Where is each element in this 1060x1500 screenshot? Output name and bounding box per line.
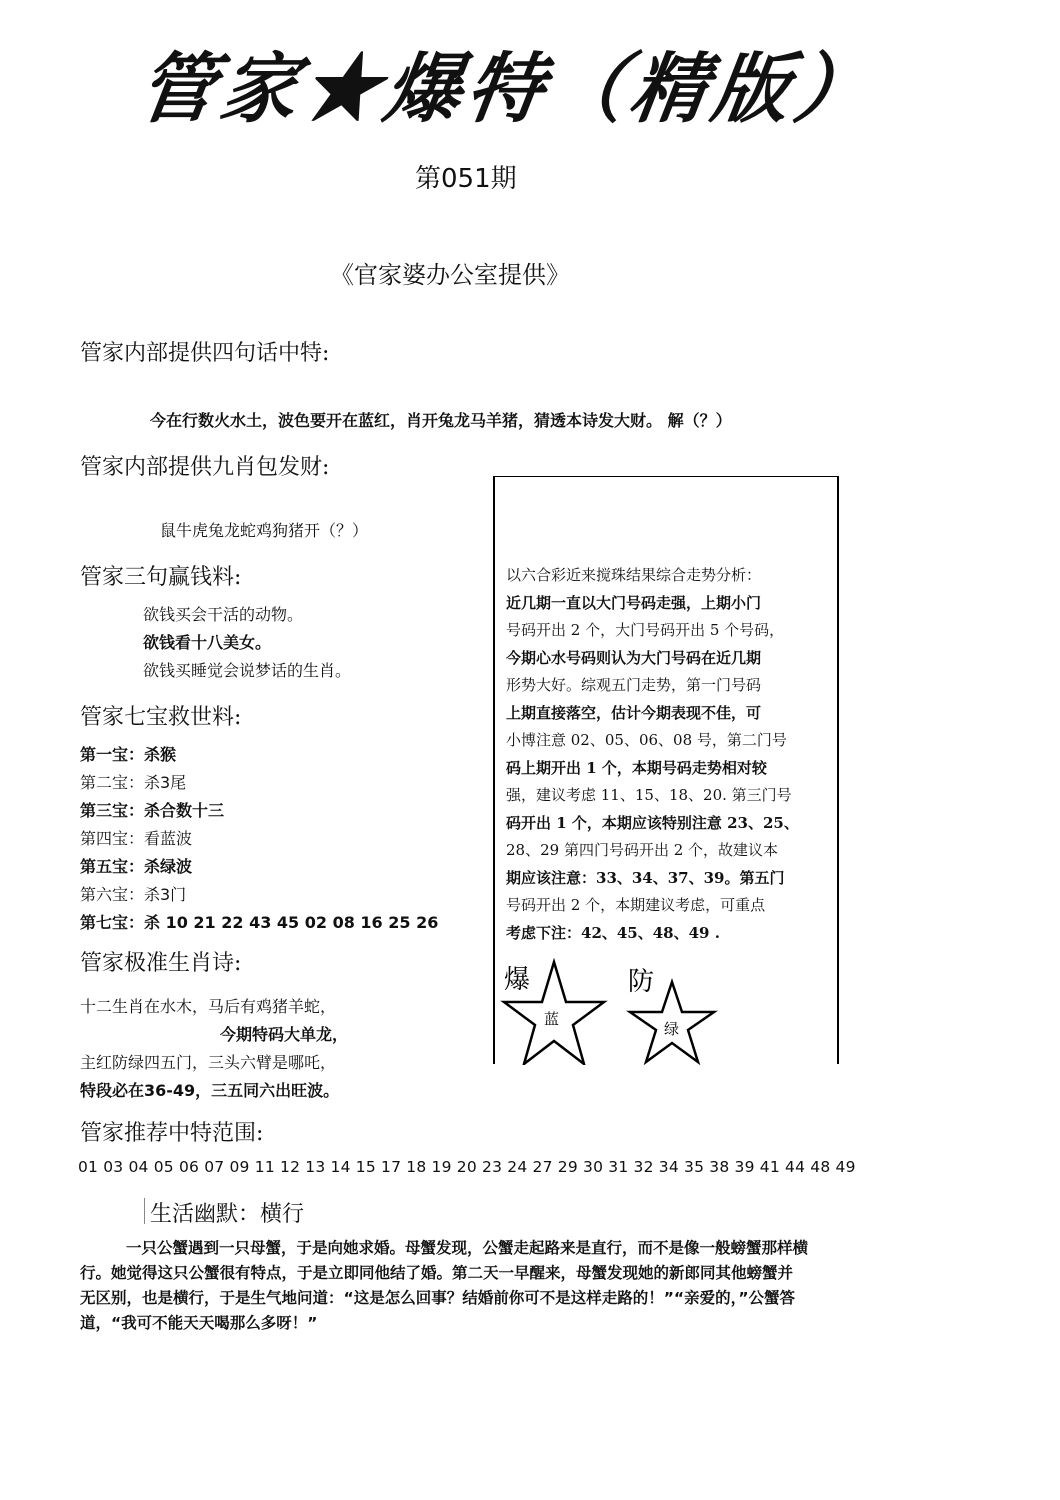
analysis-line: 28、29 第四门号码开出 2 个，故建议本 <box>506 841 779 859</box>
analysis-line: 上期直接落空，估计今期表现不佳，可 <box>506 703 762 722</box>
treasure-item: 第三宝：杀合数十三 <box>80 801 225 820</box>
analysis-line: 以六合彩近来搅珠结果综合走势分析： <box>506 566 762 584</box>
joke-line: 一只公蟹遇到一只母蟹，于是向她求婚。母蟹发现，公蟹走起路来是直行，而不是像一般螃蟹那样横 <box>126 1239 809 1257</box>
treasure-item: 第四宝：看蓝波 <box>80 829 193 848</box>
treasure-item: 第二宝：杀3尾 <box>80 773 187 792</box>
joke-title: 生活幽默：横行 <box>150 1202 305 1227</box>
treasure-item: 第一宝：杀猴 <box>80 745 177 764</box>
analysis-line: 号码开出 2 个，大门号码开出 5 个号码， <box>506 621 785 639</box>
analysis-line: 强，建议考虑 11、15、18、20. 第三门号 <box>506 786 792 804</box>
star-text-lan: 蓝 <box>544 1010 560 1028</box>
joke-body <box>80 1236 950 1336</box>
page-title: 管家★爆特（精版） <box>132 44 884 133</box>
analysis-line: 号码开出 2 个，本期建议考虑，可重点 <box>506 896 766 914</box>
issue-number: 第051期 <box>415 164 517 194</box>
treasure-item: 第七宝：杀 10 21 22 43 45 02 08 16 25 26 <box>80 913 439 932</box>
poem-line: 特段必在36-49，三五同六出旺波。 <box>80 1081 340 1100</box>
four-sentences-heading: 管家内部提供四句话中特: <box>80 341 330 366</box>
analysis-line: 近几期一直以大门号码走强，上期小门 <box>506 593 762 612</box>
analysis-line: 考虑下注：42、45、48、49 . <box>506 923 720 942</box>
provider-line: 《官家婆办公室提供》 <box>330 261 570 289</box>
star-text-lv: 绿 <box>664 1020 680 1038</box>
analysis-line: 小博注意 02、05、06、08 号，第二门号 <box>506 731 787 749</box>
analysis-line: 形势大好。综观五门走势，第一门号码 <box>506 676 762 694</box>
analysis-line: 期应该注意：33、34、37、39。第五门 <box>506 868 785 887</box>
joke-line: 行。她觉得这只公蟹很有特点，于是立即同他结了婚。第二天一早醒来，母蟹发现她的新郎同其他螃蟹并 <box>80 1264 794 1282</box>
three-sentences-line: 欲钱看十八美女。 <box>143 633 272 652</box>
nine-zodiac-text: 鼠牛虎兔龙蛇鸡狗猪开（？） <box>160 521 369 540</box>
treasure-item: 第六宝：杀3门 <box>80 885 187 904</box>
stars-graphic <box>496 950 836 1065</box>
three-sentences-line: 欲钱买睡觉会说梦话的生肖。 <box>143 661 352 680</box>
poem-line: 今期特码大单龙， <box>220 1025 349 1044</box>
four-sentences-text: 今在行数火水土，波色要开在蓝红，肖开兔龙马羊猪，猜透本诗发大财。 解（？） <box>150 411 732 430</box>
range-heading: 管家推荐中特范围: <box>80 1121 264 1146</box>
treasure-item: 第五宝：杀绿波 <box>80 857 193 876</box>
star-label-fang: 防 <box>628 967 655 997</box>
poem-line: 主红防绿四五门，三头六臂是哪吒， <box>80 1053 337 1072</box>
analysis-line: 码上期开出 1 个，本期号码走势相对较 <box>506 758 767 777</box>
seven-treasures-heading: 管家七宝救世料: <box>80 705 242 730</box>
poem-line: 十二生肖在水木，马后有鸡猪羊蛇， <box>80 997 337 1016</box>
three-sentences-line: 欲钱买会干活的动物。 <box>143 605 304 624</box>
nine-zodiac-heading: 管家内部提供九肖包发财: <box>80 455 330 480</box>
range-numbers: 01 03 04 05 06 07 09 11 12 13 14 15 17 18 19 20 23 24 27 29 30 31 32 34 35 38 39 41 44 48 49 <box>78 1158 856 1176</box>
joke-line: 无区别，也是横行，于是生气地问道：“这是怎么回事？结婚前你可不是这样走路的！”“亲爱的，”公蟹答 <box>80 1289 796 1307</box>
analysis-line: 今期心水号码则认为大门号码在近几期 <box>506 648 762 667</box>
analysis-line: 码开出 1 个，本期应该特别注意 23、25、 <box>506 813 799 832</box>
joke-line: 道，“我可不能天天喝那么多呀！” <box>80 1314 318 1332</box>
star-label-bao: 爆 <box>504 965 531 995</box>
three-sentences-heading: 管家三句赢钱料: <box>80 565 242 590</box>
divider <box>144 1198 145 1224</box>
poem-heading: 管家极准生肖诗: <box>80 951 242 976</box>
analysis-text <box>506 562 836 947</box>
